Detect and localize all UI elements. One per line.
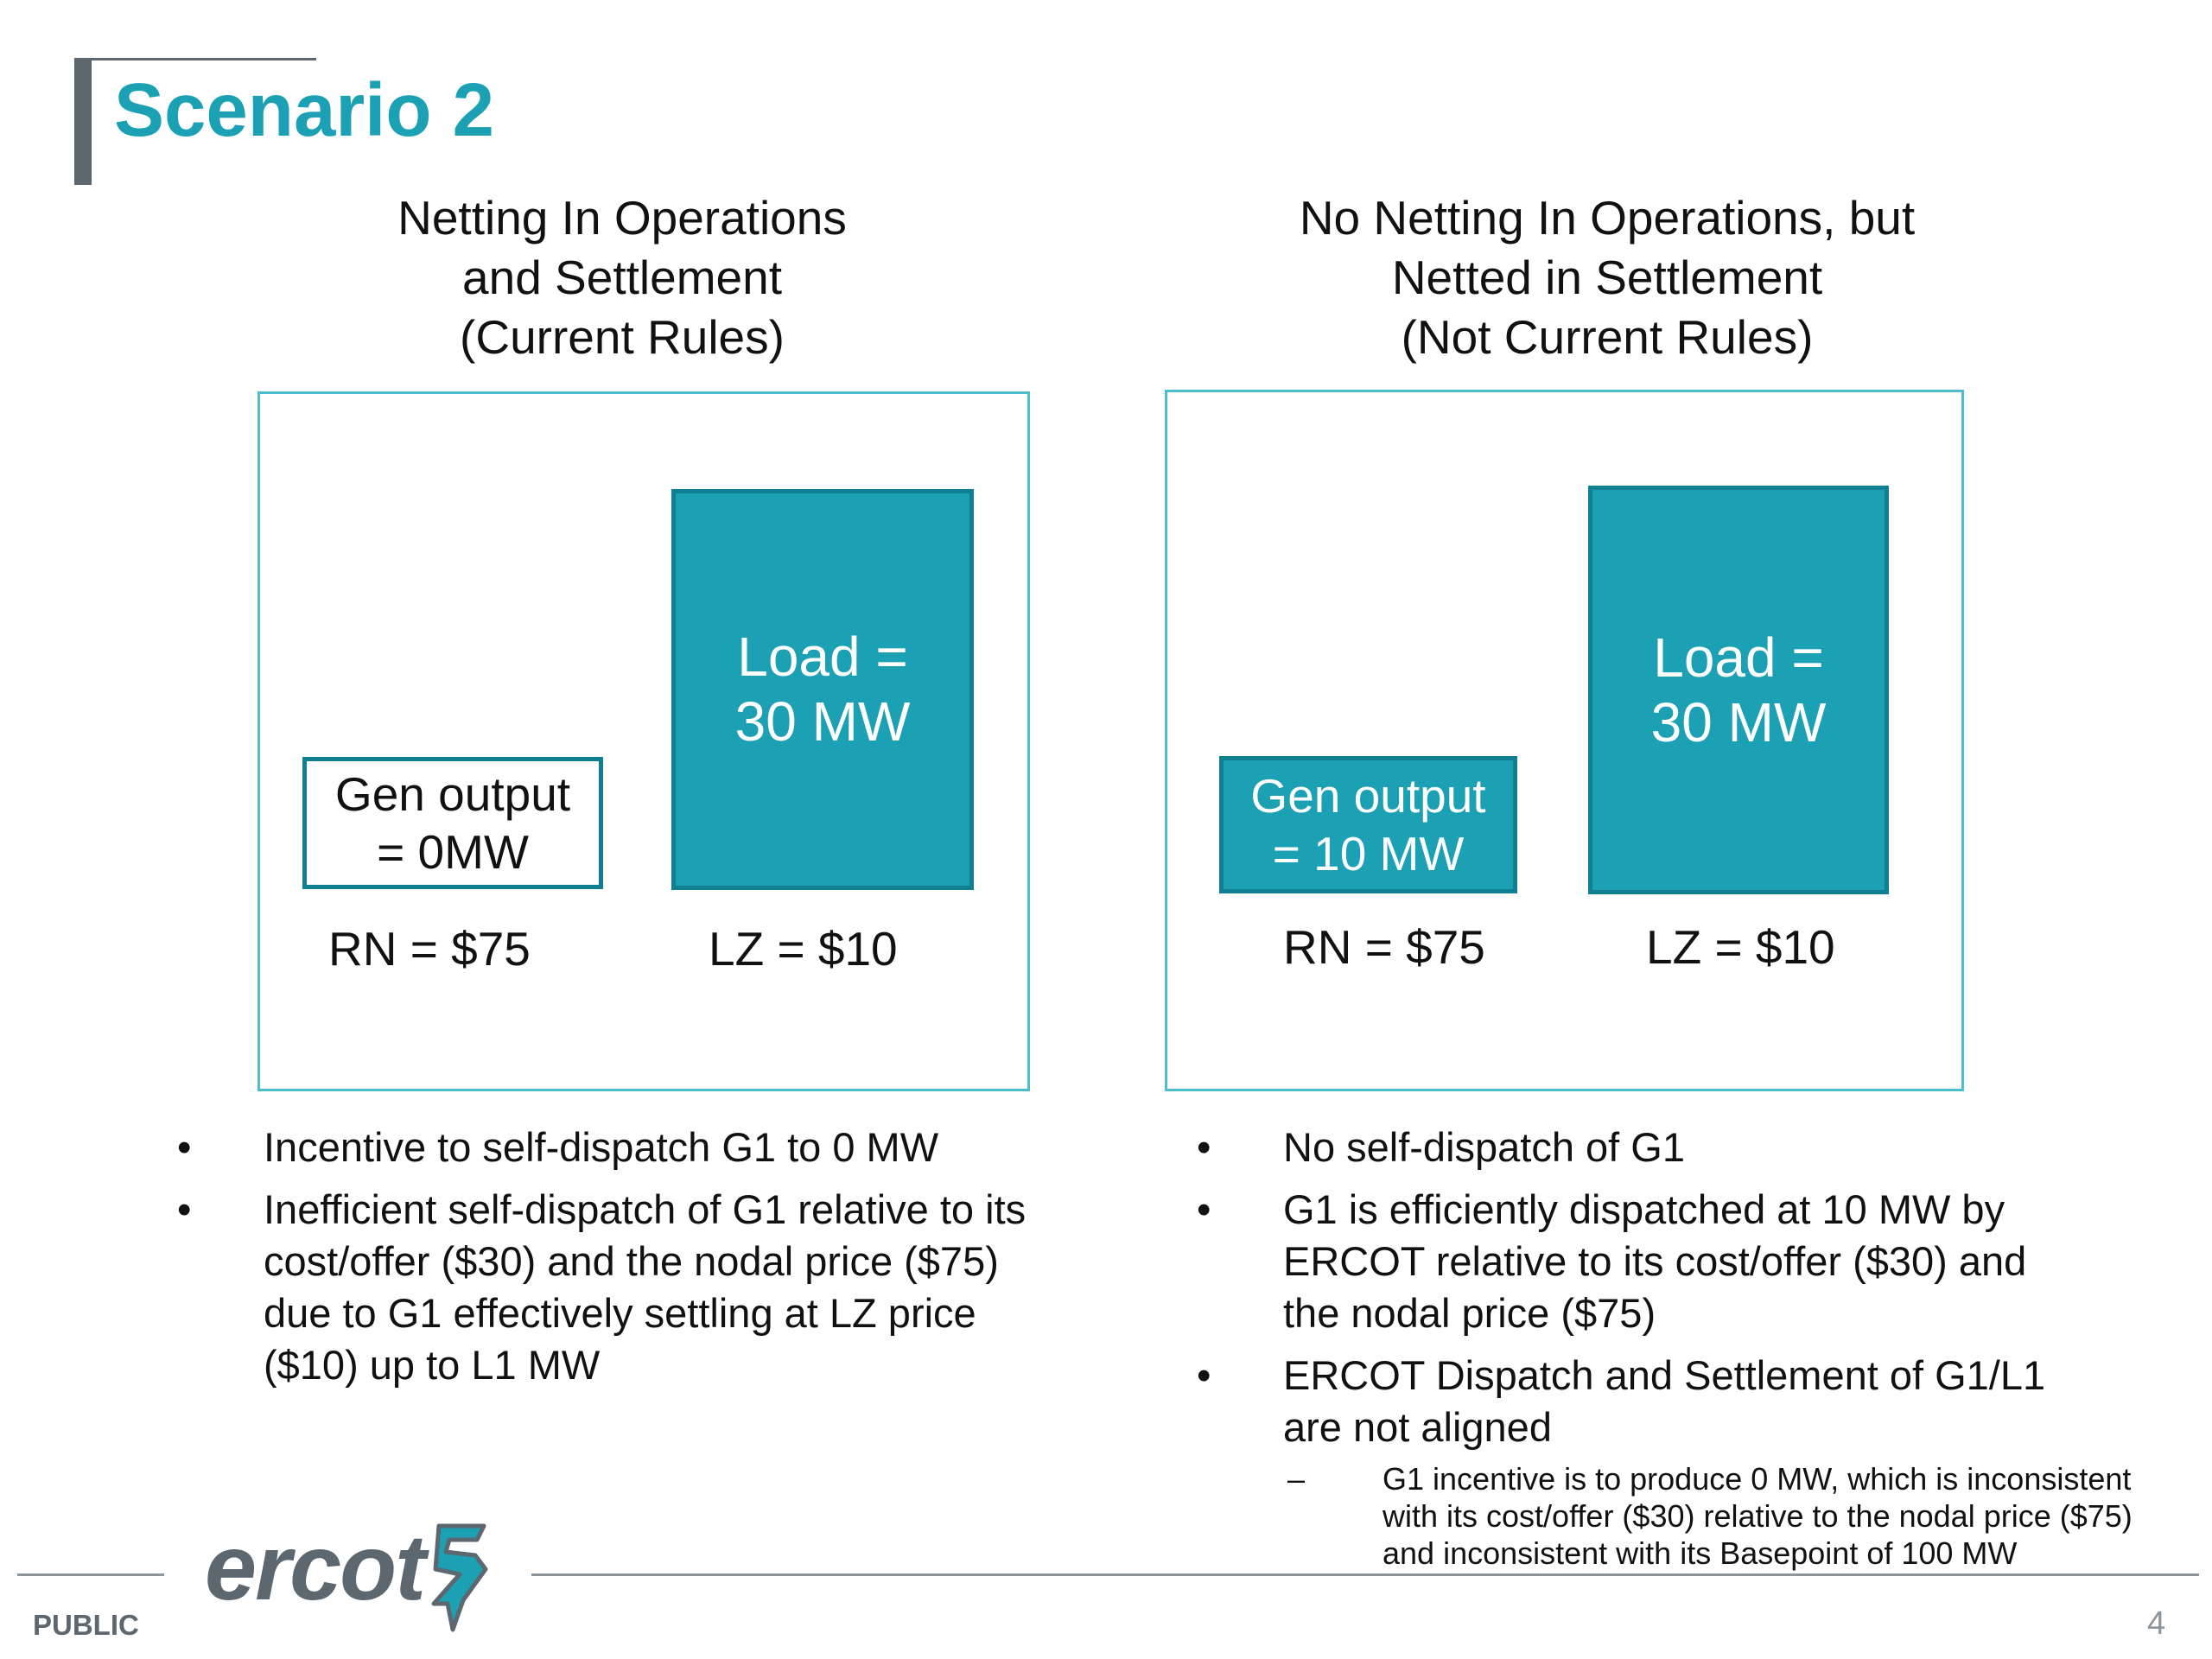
sub-bullet-marker: – xyxy=(1287,1461,1306,1497)
bullet-line: G1 is efficiently dispatched at 10 MW by xyxy=(1283,1186,2005,1232)
bullet-line: ERCOT relative to its cost/offer ($30) and xyxy=(1283,1238,2027,1284)
bullet-item xyxy=(1197,1122,2190,1173)
left-gen-output-line: = 0MW xyxy=(377,824,529,879)
left-gen-output-line: Gen output xyxy=(334,766,571,821)
bullet-line: are not aligned xyxy=(1283,1404,1552,1450)
left-lz-price-label: LZ = $10 xyxy=(709,922,898,976)
slide-title: Scenario 2 xyxy=(114,68,495,152)
bullet-marker: • xyxy=(1197,1186,1211,1232)
bullet-marker: • xyxy=(177,1124,192,1170)
right-gen-output-line: Gen output xyxy=(1250,768,1486,823)
title-accent-line xyxy=(74,58,316,60)
right-load-line: Load = xyxy=(1653,626,1824,689)
sub-bullet-item xyxy=(1287,1460,2190,1572)
footer-divider-right xyxy=(531,1573,2199,1576)
bullet-line: Incentive to self-dispatch G1 to 0 MW xyxy=(264,1124,939,1170)
left-bullet-list xyxy=(177,1122,1110,1402)
bullet-marker: • xyxy=(1197,1124,1211,1170)
left-rn-price-label: RN = $75 xyxy=(328,922,531,976)
left-load-line: Load = xyxy=(737,626,908,688)
left-heading-line: Netting In Operations xyxy=(397,191,847,245)
right-bullet-list xyxy=(1197,1122,2190,1582)
bullet-line: due to G1 effectively settling at LZ price xyxy=(264,1290,976,1336)
bullet-marker: • xyxy=(1197,1352,1211,1398)
right-gen-output-box xyxy=(1219,756,1517,893)
bullet-item xyxy=(1197,1350,2190,1572)
left-gen-output-box xyxy=(302,757,603,889)
bullet-line: ($10) up to L1 MW xyxy=(264,1342,601,1388)
sub-bullet-line: G1 incentive is to produce 0 MW, which is inconsistent xyxy=(1382,1461,2132,1497)
bullet-line: No self-dispatch of G1 xyxy=(1283,1124,1685,1170)
bullet-line: ERCOT Dispatch and Settlement of G1/L1 xyxy=(1283,1352,2046,1398)
title-accent-bar xyxy=(74,58,92,185)
right-rn-price-label: RN = $75 xyxy=(1283,920,1485,974)
right-heading-line: No Netting In Operations, but xyxy=(1299,191,1916,245)
left-load-box xyxy=(671,489,974,890)
right-heading-line: Netted in Settlement xyxy=(1391,251,1823,304)
right-lz-price-label: LZ = $10 xyxy=(1646,920,1835,974)
right-gen-output-line: = 10 MW xyxy=(1272,826,1465,880)
bullet-line: the nodal price ($75) xyxy=(1283,1290,1656,1336)
bullet-item xyxy=(1197,1184,2190,1339)
bullet-item xyxy=(177,1122,1110,1173)
ercot-logo-icon xyxy=(423,1521,497,1633)
footer-divider-left xyxy=(17,1573,164,1576)
left-load-line: 30 MW xyxy=(734,690,911,753)
bullet-item xyxy=(177,1184,1110,1391)
bullet-line: Inefficient self-dispatch of G1 relative to its xyxy=(264,1186,1027,1232)
right-heading-line: (Not Current Rules) xyxy=(1401,310,1814,364)
classification-label: PUBLIC xyxy=(33,1609,139,1641)
ercot-logo: ercot xyxy=(205,1515,425,1619)
bullet-line: cost/offer ($30) and the nodal price ($75) xyxy=(264,1238,999,1284)
page-number: 4 xyxy=(2147,1605,2166,1642)
left-heading-line: and Settlement xyxy=(462,251,782,304)
right-heading xyxy=(1175,188,2039,367)
bullet-marker: • xyxy=(177,1186,192,1232)
left-heading xyxy=(259,188,985,367)
left-heading-line: (Current Rules) xyxy=(460,310,785,364)
right-load-box xyxy=(1588,486,1889,894)
sub-bullet-line: with its cost/offer ($30) relative to the nodal price ($75) xyxy=(1382,1498,2133,1534)
right-load-line: 30 MW xyxy=(1650,690,1827,753)
sub-bullet-line: and inconsistent with its Basepoint of 100 MW xyxy=(1382,1535,2018,1571)
